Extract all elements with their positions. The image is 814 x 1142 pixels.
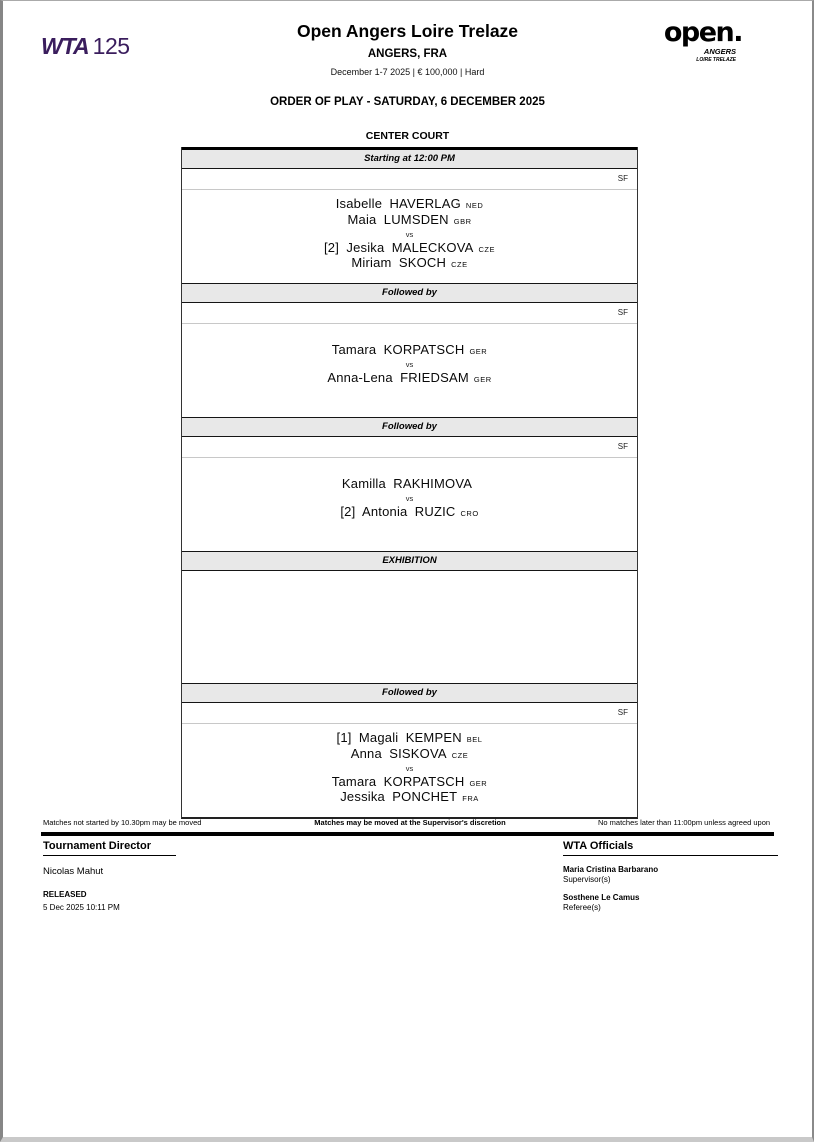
player-line bbox=[182, 343, 637, 359]
player-country: CZE bbox=[478, 244, 495, 254]
wta-officials-heading: WTA Officials bbox=[563, 840, 778, 856]
player-name: [1] Magali KEMPEN bbox=[336, 730, 462, 745]
official-supervisor bbox=[563, 865, 778, 884]
player-country: GER bbox=[469, 778, 488, 788]
vs-label: vs bbox=[405, 763, 414, 773]
tournament-director-name: Nicolas Mahut bbox=[43, 866, 104, 877]
vs-label: vs bbox=[405, 229, 414, 239]
player-line bbox=[182, 213, 637, 229]
wta-logo-text: WTA bbox=[41, 33, 89, 59]
player-country: CZE bbox=[451, 260, 468, 270]
event-logo bbox=[664, 19, 742, 63]
player-line bbox=[182, 790, 637, 806]
event-logo-region: LOIRE TRELAZE bbox=[696, 56, 736, 63]
round-label-row bbox=[182, 169, 637, 190]
round-label: SF bbox=[617, 174, 628, 183]
footnote-left: Matches not started by 10.30pm may be moved bbox=[43, 818, 202, 827]
player-line bbox=[182, 197, 637, 213]
section-header-followed-by: Followed by bbox=[182, 417, 637, 437]
footnotes bbox=[3, 818, 814, 831]
order-of-play-title: ORDER OF PLAY - SATURDAY, 6 DECEMBER 2025 bbox=[270, 96, 545, 108]
round-label-row bbox=[182, 303, 637, 324]
player-name: Tamara KORPATSCH bbox=[331, 342, 465, 357]
event-logo-main: open. bbox=[663, 17, 742, 48]
footnote-right: No matches later than 11:00pm unless agreed upon bbox=[598, 818, 771, 827]
section-header-start-time: Starting at 12:00 PM bbox=[182, 147, 637, 169]
match-1 bbox=[182, 190, 637, 283]
player-line bbox=[182, 371, 637, 387]
player-line bbox=[182, 747, 637, 763]
player-name: Anna SISKOVA bbox=[350, 745, 447, 761]
player-name: [2] Antonia RUZIC bbox=[340, 503, 456, 519]
official-role: Supervisor(s) bbox=[563, 875, 611, 884]
tournament-details: December 1-7 2025 | € 100,000 | Hard bbox=[330, 67, 485, 77]
player-name: Isabelle HAVERLAG bbox=[335, 196, 461, 211]
player-line bbox=[182, 505, 637, 521]
player-country: BEL bbox=[466, 735, 483, 744]
player-line bbox=[182, 731, 637, 747]
event-logo-city: ANGERS bbox=[703, 47, 736, 56]
round-label-row bbox=[182, 437, 637, 458]
tournament-location: ANGERS, FRA bbox=[367, 48, 448, 60]
match-2 bbox=[182, 324, 637, 417]
round-label-row bbox=[182, 703, 637, 724]
match-3 bbox=[182, 458, 637, 551]
section-header-followed-by: Followed by bbox=[182, 683, 637, 703]
match-4 bbox=[182, 724, 637, 817]
wta-logo-number: 125 bbox=[92, 33, 130, 59]
exhibition-empty-cell bbox=[182, 571, 637, 683]
vs-label: vs bbox=[405, 493, 414, 503]
tournament-title: Open Angers Loire Trelaze bbox=[296, 21, 519, 41]
player-name: [2] Jesika MALECKOVA bbox=[324, 239, 474, 255]
schedule-table bbox=[181, 147, 638, 819]
player-country: GER bbox=[469, 347, 488, 356]
player-line bbox=[182, 477, 637, 493]
round-label: SF bbox=[617, 708, 628, 717]
wta-officials-section bbox=[563, 840, 778, 912]
player-name: Miriam SKOCH bbox=[351, 255, 447, 271]
player-line bbox=[182, 256, 637, 272]
player-country: NED bbox=[465, 201, 484, 210]
player-name: Kamilla RAKHIMOVA bbox=[341, 476, 473, 491]
player-line bbox=[182, 241, 637, 257]
player-country: CRO bbox=[460, 508, 479, 518]
round-label: SF bbox=[617, 442, 628, 451]
official-role: Referee(s) bbox=[563, 903, 601, 912]
player-name: Tamara KORPATSCH bbox=[331, 773, 465, 789]
footnote-center: Matches may be moved at the Supervisor's discretion bbox=[314, 818, 506, 827]
official-name: Sosthene Le Camus bbox=[563, 893, 640, 902]
player-line bbox=[182, 775, 637, 791]
player-name: Maia LUMSDEN bbox=[347, 211, 449, 227]
tournament-director-heading: Tournament Director bbox=[43, 840, 176, 856]
vs-label: vs bbox=[405, 359, 414, 369]
footer-divider bbox=[41, 832, 774, 836]
official-referee bbox=[563, 893, 778, 912]
round-label: SF bbox=[617, 308, 628, 317]
player-country: GER bbox=[473, 374, 492, 384]
player-country: CZE bbox=[451, 750, 469, 760]
player-name: Jessika PONCHET bbox=[340, 789, 458, 805]
court-name: CENTER COURT bbox=[365, 130, 450, 142]
section-header-followed-by: Followed by bbox=[182, 283, 637, 303]
player-name: Anna-Lena FRIEDSAM bbox=[327, 369, 469, 385]
released-datetime: 5 Dec 2025 10:11 PM bbox=[43, 903, 120, 912]
tournament-director-section bbox=[43, 840, 176, 912]
official-name: Maria Cristina Barbarano bbox=[563, 865, 659, 874]
player-country: FRA bbox=[462, 794, 479, 804]
player-country: GBR bbox=[453, 216, 472, 226]
released-label: RELEASED bbox=[43, 890, 87, 899]
section-header-exhibition: EXHIBITION bbox=[182, 551, 637, 571]
